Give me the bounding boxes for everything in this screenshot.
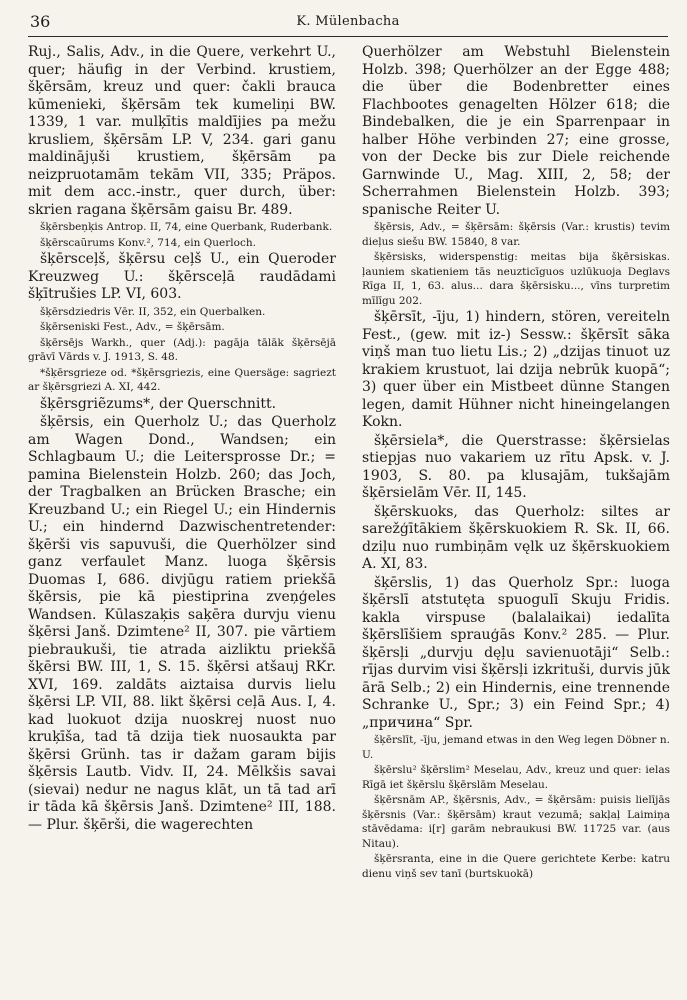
- dictionary-entry: šķērsējs Warkh., quer (Adj.): pagāja tālāk šķērsējā grāvī Vārds v. J. 1913, S. 48.: [28, 336, 336, 363]
- dictionary-entry: šķērsbeņķis Antrop. II, 74, eine Querbank, Ruderbank.: [40, 221, 333, 233]
- dictionary-entry: Querhölzer am Webstuhl Bielenstein Holzb. 398; Querhölzer an der Egge 488; die über die Bodenbretter eines Flachbootes genagelten Hölzer 618; die Bindebalken, die je ein Sparrenpaar in halber Höhe verbinden 27; eine grosse, von der Decke bis zur Diele reichende Garnwinde U., Mag. XIII, 2, 58; der Scherrahmen Bielenstein Holzb. 393; spanische Reiter U.: [362, 44, 670, 218]
- dictionary-entry: šķērsceļš, šķērsu ceļš U., ein Queroder Kreuzweg U.: šķērsceļā raudādami šķītrušies LP. VI, 603.: [28, 251, 336, 302]
- running-head: K. Mülenbacha: [296, 14, 400, 29]
- dictionary-entry: šķērsiela*, die Querstrasse: šķērsielas stiepjas nuo vakariem uz rītu Apsk. v. J. 1903, S. 80. pa klusajām, tukšajām šķērsielām Vēr. II, 145.: [362, 432, 670, 501]
- dictionary-entry: *šķērsgrieze od. *šķērsgriezis, eine Quersäge: sagriezt ar šķērsgriezi A. XI, 442.: [28, 366, 336, 393]
- dictionary-entry: šķērslis, 1) das Querholz Spr.: luoga šķērslī atstutęta spuogulī Skuju Fridis. kakla virspuse (balalaikai) iedalīta šķērslīšiem sprauģās Konv.² 285. — Plur. šķērsļi „durvju dęļu savienuotāji“ Selb.: rījas durvim visi šķērsļi izkrituši, durvis jūk ārā Selb.; 2) ein Hindernis, eine trennende Schranke U., Spr.; 3) ein Feind Spr.; 4) „причина“ Spr.: [362, 574, 670, 731]
- dictionary-entry: šķērsis, ein Querholz U.; das Querholz am Wagen Dond., Wandsen; ein Schlagbaum U.; die Leitersprosse Dr.; = pamina Bielenstein Holzb. 260; das Joch, der Tragbalken an Brücken Brasche; ein Kreuzband U.; ein Riegel U.; ein Hindernis U.; ein hindernd Dazwischentretender: šķērši vis sapuvuši, die Querhölzer sind ganz verfaulet Manz. luoga šķērsis Duomas I, 686. divjūgu ratiem priekšā šķērsis, pie kā piestiprina zveņģeles Wandsen. Kūlaszaķis saķēra durvju vienu šķērsi Janš. Dzimtene² II, 307. pie vārtiem piebraukuši, tie atrada aizliktu priekšā šķērsi BW. III, 1, S. 15. šķērsi atšauj RKr. XVI, 169. zaldāts aiztaisa durvis lielu šķērsi LP. VII, 88. likt šķērsi ceļā Aus. I, 4. kad luokuot dzija nuoskrej nuost nuo kruķīša, tad tā dzija tiek nuosaukta par šķērsi Grünh. tas ir dažam garam bijis šķērsis Lautb. Vidv. II, 24. Mēlkšis savai (sievai) nedur ne nagus klāt, un tā tad arī ir tāda kā šķērsis Janš. Dzimtene² III, 188. — Plur. šķērši, die wagerechten: [28, 414, 336, 833]
- page-header: [28, 10, 668, 37]
- dictionary-entry: Ruj., Salis, Adv., in die Quere, verkehrt U., quer; häufig in der Verbind. krustiem, šķērsām, kreuz und quer: čakli brauca kūmenieki, šķērsām tek kumeliņi BW. 1339, 1 var. mulķītis maldījies pa mežu krusliem, šķērsām LP. V, 234. gari ganu maldināju̦ši krustiem, šķērsām pa neizpruotamām tekām VII, 335; Präpos. mit dem acc.-instr., quer durch, über: skrien ragana šķērsām gaisu Br. 489.: [28, 44, 336, 218]
- dictionary-entry: šķērslu² šķērslim² Meselau, Adv., kreuz und quer: ielas Rīgā iet šķērslu šķērslām Meselau.: [362, 764, 670, 791]
- dictionary-entry: šķērscaũrums Konv.², 714, ein Querloch.: [40, 236, 256, 249]
- dictionary-entry: šķērsīt, -īju, 1) hindern, stören, vereiteln Fest., (gew. mit iz-) Sessw.: šķērsīt sāka viņš man tuo lietu Lis.; 2) „dzijas tinuot uz krakiem krustuot, lai dzija nebrūk kuopā“; 3) quer über ein Mistbeet dünne Stangen legen, damit Hühner nicht hineingelangen Kokn.: [362, 309, 670, 430]
- dictionary-entry: šķērsgriẽzums*, der Querschnitt.: [40, 395, 277, 412]
- dictionary-entry: šķērskuoks, das Querholz: siltes ar sarežģītākiem šķērskuokiem R. Sk. II, 66. dziļu nuo rumbiņām vęlk uz šķērskuokiem A. XI, 83.: [362, 503, 670, 572]
- dictionary-entry: šķērsdziedris Vēr. II, 352, ein Querbalken.: [40, 305, 266, 318]
- dictionary-entry: šķērsis, Adv., = šķērsām: šķērsis (Var.: krustis) tevim dieļus siešu BW. 15840, 8 var.: [362, 221, 670, 248]
- dictionary-entry: šķērsisks, widerspenstig: meitas bija šķērsiskas. ļauniem skatieniem tās neuzticīguos uzlūkuoja Deglavs Rīga II, 1, 63. alus... dara šķērsisku..., vīns turpretim mīlīgu 202.: [362, 251, 670, 307]
- dictionary-entry: šķērsranta, eine in die Quere gerichtete Kerbe: katru dienu viņš sev tanī (burtskuokā): [362, 853, 670, 880]
- page-number: 36: [30, 12, 51, 31]
- dictionary-entry: šķērslīt, -īju, jemand etwas in den Weg legen Döbner n. U.: [362, 734, 670, 761]
- dictionary-entry: šķērsnām AP., šķērsnis, Adv., = šķērsām: puisis lielījās šķērsnis (Var.: šķērsām) kraut vezumā; sakļaļ Laimiņa stāvēdama: i[r] garām nebraukusi BW. 11725 var. (aus Nitau).: [362, 794, 670, 850]
- dictionary-entry: šķērseniski Fest., Adv., = šķērsām.: [40, 321, 225, 333]
- left-column: [28, 44, 336, 994]
- right-column: [362, 44, 670, 994]
